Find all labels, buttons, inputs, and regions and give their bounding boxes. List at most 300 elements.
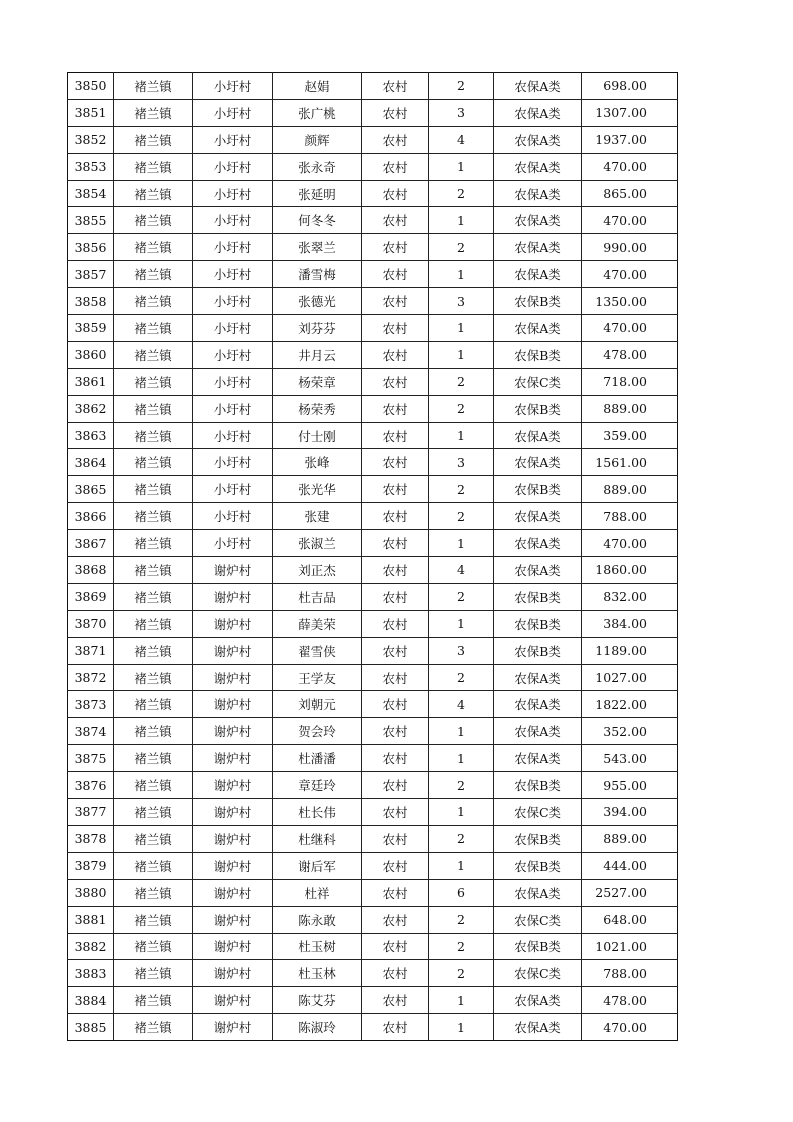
cell-area: 农村 — [362, 933, 429, 960]
cell-count: 2 — [429, 664, 494, 691]
cell-id: 3884 — [68, 987, 114, 1014]
cell-amount: 648.00 — [582, 906, 678, 933]
cell-town: 褚兰镇 — [114, 637, 193, 664]
data-table — [67, 72, 678, 1041]
cell-amount: 352.00 — [582, 718, 678, 745]
cell-category: 农保C类 — [494, 960, 582, 987]
cell-area: 农村 — [362, 422, 429, 449]
cell-category: 农保A类 — [494, 153, 582, 180]
cell-count: 2 — [429, 772, 494, 799]
cell-amount: 832.00 — [582, 583, 678, 610]
cell-name: 刘朝元 — [273, 691, 362, 718]
cell-name: 薛美荣 — [273, 610, 362, 637]
cell-category: 农保C类 — [494, 906, 582, 933]
cell-area: 农村 — [362, 610, 429, 637]
cell-village: 谢炉村 — [193, 637, 273, 664]
cell-name: 杜玉林 — [273, 960, 362, 987]
cell-town: 褚兰镇 — [114, 583, 193, 610]
cell-area: 农村 — [362, 261, 429, 288]
cell-area: 农村 — [362, 234, 429, 261]
cell-category: 农保B类 — [494, 583, 582, 610]
table-row — [68, 395, 678, 422]
cell-name: 井月云 — [273, 341, 362, 368]
cell-category: 农保B类 — [494, 395, 582, 422]
cell-village: 谢炉村 — [193, 610, 273, 637]
table-row — [68, 745, 678, 772]
cell-name: 王学友 — [273, 664, 362, 691]
cell-amount: 955.00 — [582, 772, 678, 799]
cell-count: 2 — [429, 583, 494, 610]
cell-category: 农保A类 — [494, 879, 582, 906]
cell-area: 农村 — [362, 153, 429, 180]
cell-name: 杜潘潘 — [273, 745, 362, 772]
cell-name: 张建 — [273, 503, 362, 530]
cell-name: 杨荣秀 — [273, 395, 362, 422]
cell-name: 杜吉品 — [273, 583, 362, 610]
cell-name: 章廷玲 — [273, 772, 362, 799]
cell-name: 陈永敢 — [273, 906, 362, 933]
cell-amount: 1561.00 — [582, 449, 678, 476]
cell-village: 小圩村 — [193, 207, 273, 234]
cell-name: 陈艾芬 — [273, 987, 362, 1014]
cell-amount: 470.00 — [582, 1014, 678, 1041]
cell-amount: 1860.00 — [582, 557, 678, 584]
cell-amount: 889.00 — [582, 476, 678, 503]
table-row — [68, 637, 678, 664]
cell-town: 褚兰镇 — [114, 73, 193, 100]
cell-count: 1 — [429, 610, 494, 637]
cell-category: 农保B类 — [494, 852, 582, 879]
cell-village: 小圩村 — [193, 476, 273, 503]
cell-village: 谢炉村 — [193, 691, 273, 718]
cell-count: 2 — [429, 395, 494, 422]
table-row — [68, 825, 678, 852]
cell-area: 农村 — [362, 1014, 429, 1041]
cell-town: 褚兰镇 — [114, 315, 193, 342]
table-row — [68, 503, 678, 530]
table-row — [68, 691, 678, 718]
cell-town: 褚兰镇 — [114, 852, 193, 879]
cell-count: 2 — [429, 825, 494, 852]
table-row — [68, 960, 678, 987]
cell-count: 2 — [429, 476, 494, 503]
cell-village: 小圩村 — [193, 99, 273, 126]
cell-count: 1 — [429, 261, 494, 288]
cell-area: 农村 — [362, 745, 429, 772]
cell-category: 农保B类 — [494, 288, 582, 315]
cell-count: 2 — [429, 73, 494, 100]
cell-category: 农保B类 — [494, 825, 582, 852]
cell-name: 贺会玲 — [273, 718, 362, 745]
cell-amount: 394.00 — [582, 799, 678, 826]
table-row — [68, 718, 678, 745]
cell-id: 3864 — [68, 449, 114, 476]
cell-category: 农保A类 — [494, 449, 582, 476]
cell-town: 褚兰镇 — [114, 879, 193, 906]
cell-area: 农村 — [362, 852, 429, 879]
cell-id: 3865 — [68, 476, 114, 503]
cell-category: 农保A类 — [494, 99, 582, 126]
table-row — [68, 99, 678, 126]
cell-amount: 2527.00 — [582, 879, 678, 906]
cell-name: 张永奇 — [273, 153, 362, 180]
table-row — [68, 1014, 678, 1041]
cell-id: 3855 — [68, 207, 114, 234]
cell-id: 3868 — [68, 557, 114, 584]
cell-category: 农保A类 — [494, 557, 582, 584]
table-row — [68, 583, 678, 610]
cell-name: 刘正杰 — [273, 557, 362, 584]
cell-category: 农保A类 — [494, 745, 582, 772]
cell-town: 褚兰镇 — [114, 906, 193, 933]
table-row — [68, 422, 678, 449]
cell-amount: 359.00 — [582, 422, 678, 449]
cell-count: 1 — [429, 341, 494, 368]
cell-name: 翟雪侠 — [273, 637, 362, 664]
cell-village: 谢炉村 — [193, 825, 273, 852]
table-row — [68, 180, 678, 207]
cell-area: 农村 — [362, 637, 429, 664]
cell-area: 农村 — [362, 288, 429, 315]
cell-area: 农村 — [362, 691, 429, 718]
cell-amount: 384.00 — [582, 610, 678, 637]
cell-village: 小圩村 — [193, 395, 273, 422]
cell-village: 谢炉村 — [193, 906, 273, 933]
cell-amount: 1350.00 — [582, 288, 678, 315]
cell-count: 3 — [429, 288, 494, 315]
cell-name: 杜长伟 — [273, 799, 362, 826]
cell-village: 谢炉村 — [193, 745, 273, 772]
cell-area: 农村 — [362, 557, 429, 584]
cell-town: 褚兰镇 — [114, 799, 193, 826]
cell-town: 褚兰镇 — [114, 718, 193, 745]
table-row — [68, 341, 678, 368]
cell-town: 褚兰镇 — [114, 933, 193, 960]
cell-area: 农村 — [362, 315, 429, 342]
cell-amount: 1021.00 — [582, 933, 678, 960]
cell-village: 小圩村 — [193, 503, 273, 530]
cell-amount: 1307.00 — [582, 99, 678, 126]
table-body — [68, 73, 678, 1041]
cell-category: 农保C类 — [494, 799, 582, 826]
cell-id: 3860 — [68, 341, 114, 368]
cell-town: 褚兰镇 — [114, 288, 193, 315]
cell-area: 农村 — [362, 879, 429, 906]
cell-name: 赵娟 — [273, 73, 362, 100]
cell-amount: 788.00 — [582, 503, 678, 530]
cell-amount: 543.00 — [582, 745, 678, 772]
cell-name: 潘雪梅 — [273, 261, 362, 288]
cell-id: 3879 — [68, 852, 114, 879]
cell-count: 2 — [429, 960, 494, 987]
cell-village: 小圩村 — [193, 341, 273, 368]
cell-category: 农保A类 — [494, 691, 582, 718]
cell-area: 农村 — [362, 718, 429, 745]
cell-count: 1 — [429, 530, 494, 557]
table-row — [68, 906, 678, 933]
cell-id: 3859 — [68, 315, 114, 342]
cell-id: 3872 — [68, 664, 114, 691]
cell-category: 农保A类 — [494, 718, 582, 745]
cell-town: 褚兰镇 — [114, 557, 193, 584]
cell-amount: 889.00 — [582, 395, 678, 422]
cell-count: 3 — [429, 449, 494, 476]
cell-name: 张广桃 — [273, 99, 362, 126]
cell-id: 3869 — [68, 583, 114, 610]
table-row — [68, 476, 678, 503]
cell-id: 3883 — [68, 960, 114, 987]
cell-id: 3858 — [68, 288, 114, 315]
cell-area: 农村 — [362, 207, 429, 234]
cell-id: 3863 — [68, 422, 114, 449]
cell-name: 张淑兰 — [273, 530, 362, 557]
cell-count: 4 — [429, 691, 494, 718]
cell-area: 农村 — [362, 987, 429, 1014]
cell-id: 3856 — [68, 234, 114, 261]
cell-count: 1 — [429, 315, 494, 342]
cell-town: 褚兰镇 — [114, 395, 193, 422]
cell-town: 褚兰镇 — [114, 341, 193, 368]
cell-id: 3881 — [68, 906, 114, 933]
cell-town: 褚兰镇 — [114, 234, 193, 261]
cell-id: 3877 — [68, 799, 114, 826]
cell-count: 2 — [429, 906, 494, 933]
cell-town: 褚兰镇 — [114, 691, 193, 718]
cell-area: 农村 — [362, 825, 429, 852]
cell-name: 张峰 — [273, 449, 362, 476]
cell-id: 3873 — [68, 691, 114, 718]
cell-category: 农保B类 — [494, 610, 582, 637]
cell-village: 谢炉村 — [193, 718, 273, 745]
cell-id: 3876 — [68, 772, 114, 799]
table-row — [68, 799, 678, 826]
cell-category: 农保C类 — [494, 368, 582, 395]
cell-count: 1 — [429, 799, 494, 826]
cell-id: 3857 — [68, 261, 114, 288]
cell-village: 谢炉村 — [193, 879, 273, 906]
table-row — [68, 933, 678, 960]
cell-count: 1 — [429, 718, 494, 745]
cell-category: 农保A类 — [494, 1014, 582, 1041]
table-row — [68, 449, 678, 476]
cell-amount: 788.00 — [582, 960, 678, 987]
cell-village: 谢炉村 — [193, 1014, 273, 1041]
cell-category: 农保A类 — [494, 73, 582, 100]
cell-amount: 698.00 — [582, 73, 678, 100]
cell-area: 农村 — [362, 126, 429, 153]
cell-village: 小圩村 — [193, 153, 273, 180]
cell-id: 3866 — [68, 503, 114, 530]
cell-town: 褚兰镇 — [114, 126, 193, 153]
cell-area: 农村 — [362, 341, 429, 368]
cell-amount: 1937.00 — [582, 126, 678, 153]
cell-village: 谢炉村 — [193, 557, 273, 584]
cell-count: 4 — [429, 557, 494, 584]
cell-town: 褚兰镇 — [114, 745, 193, 772]
cell-category: 农保A类 — [494, 664, 582, 691]
table-row — [68, 126, 678, 153]
cell-town: 褚兰镇 — [114, 825, 193, 852]
cell-id: 3854 — [68, 180, 114, 207]
cell-amount: 1027.00 — [582, 664, 678, 691]
table-row — [68, 557, 678, 584]
cell-town: 褚兰镇 — [114, 1014, 193, 1041]
cell-count: 1 — [429, 852, 494, 879]
cell-area: 农村 — [362, 772, 429, 799]
table-row — [68, 315, 678, 342]
cell-town: 褚兰镇 — [114, 987, 193, 1014]
cell-amount: 470.00 — [582, 530, 678, 557]
cell-village: 小圩村 — [193, 234, 273, 261]
cell-area: 农村 — [362, 449, 429, 476]
cell-town: 褚兰镇 — [114, 772, 193, 799]
table-row — [68, 530, 678, 557]
cell-name: 陈淑玲 — [273, 1014, 362, 1041]
cell-town: 褚兰镇 — [114, 610, 193, 637]
cell-village: 谢炉村 — [193, 772, 273, 799]
cell-id: 3852 — [68, 126, 114, 153]
table-row — [68, 153, 678, 180]
cell-amount: 478.00 — [582, 987, 678, 1014]
cell-category: 农保B类 — [494, 772, 582, 799]
cell-town: 褚兰镇 — [114, 368, 193, 395]
cell-amount: 470.00 — [582, 315, 678, 342]
cell-village: 小圩村 — [193, 422, 273, 449]
cell-area: 农村 — [362, 530, 429, 557]
cell-name: 张德光 — [273, 288, 362, 315]
cell-id: 3882 — [68, 933, 114, 960]
cell-area: 农村 — [362, 73, 429, 100]
table-row — [68, 234, 678, 261]
cell-count: 1 — [429, 153, 494, 180]
table-row — [68, 368, 678, 395]
cell-town: 褚兰镇 — [114, 99, 193, 126]
cell-name: 杜祥 — [273, 879, 362, 906]
cell-id: 3885 — [68, 1014, 114, 1041]
cell-category: 农保A类 — [494, 422, 582, 449]
cell-count: 2 — [429, 234, 494, 261]
cell-name: 张光华 — [273, 476, 362, 503]
table-row — [68, 664, 678, 691]
cell-category: 农保A类 — [494, 315, 582, 342]
cell-village: 小圩村 — [193, 261, 273, 288]
cell-name: 张翠兰 — [273, 234, 362, 261]
cell-town: 褚兰镇 — [114, 530, 193, 557]
cell-id: 3874 — [68, 718, 114, 745]
cell-town: 褚兰镇 — [114, 207, 193, 234]
cell-area: 农村 — [362, 503, 429, 530]
cell-village: 谢炉村 — [193, 852, 273, 879]
cell-town: 褚兰镇 — [114, 664, 193, 691]
cell-category: 农保A类 — [494, 261, 582, 288]
cell-category: 农保B类 — [494, 341, 582, 368]
cell-count: 2 — [429, 503, 494, 530]
cell-area: 农村 — [362, 180, 429, 207]
cell-name: 杨荣章 — [273, 368, 362, 395]
cell-category: 农保A类 — [494, 234, 582, 261]
cell-village: 小圩村 — [193, 368, 273, 395]
cell-town: 褚兰镇 — [114, 960, 193, 987]
cell-town: 褚兰镇 — [114, 422, 193, 449]
cell-category: 农保B类 — [494, 637, 582, 664]
cell-id: 3861 — [68, 368, 114, 395]
cell-category: 农保A类 — [494, 530, 582, 557]
cell-id: 3853 — [68, 153, 114, 180]
cell-village: 小圩村 — [193, 73, 273, 100]
cell-town: 褚兰镇 — [114, 153, 193, 180]
cell-category: 农保A类 — [494, 126, 582, 153]
table-row — [68, 261, 678, 288]
cell-id: 3880 — [68, 879, 114, 906]
cell-name: 杜玉树 — [273, 933, 362, 960]
cell-id: 3851 — [68, 99, 114, 126]
cell-village: 小圩村 — [193, 126, 273, 153]
cell-category: 农保B类 — [494, 476, 582, 503]
cell-village: 谢炉村 — [193, 664, 273, 691]
cell-town: 褚兰镇 — [114, 180, 193, 207]
cell-count: 1 — [429, 207, 494, 234]
cell-count: 3 — [429, 99, 494, 126]
cell-area: 农村 — [362, 960, 429, 987]
cell-name: 何冬冬 — [273, 207, 362, 234]
cell-count: 3 — [429, 637, 494, 664]
cell-village: 谢炉村 — [193, 583, 273, 610]
cell-id: 3862 — [68, 395, 114, 422]
cell-name: 颜辉 — [273, 126, 362, 153]
cell-town: 褚兰镇 — [114, 503, 193, 530]
cell-area: 农村 — [362, 583, 429, 610]
cell-count: 1 — [429, 987, 494, 1014]
cell-id: 3871 — [68, 637, 114, 664]
cell-village: 谢炉村 — [193, 960, 273, 987]
cell-name: 谢后军 — [273, 852, 362, 879]
cell-area: 农村 — [362, 906, 429, 933]
cell-amount: 718.00 — [582, 368, 678, 395]
cell-id: 3867 — [68, 530, 114, 557]
cell-category: 农保A类 — [494, 180, 582, 207]
table-row — [68, 772, 678, 799]
cell-area: 农村 — [362, 799, 429, 826]
table-row — [68, 207, 678, 234]
cell-village: 小圩村 — [193, 180, 273, 207]
cell-id: 3870 — [68, 610, 114, 637]
cell-name: 杜继科 — [273, 825, 362, 852]
cell-village: 小圩村 — [193, 530, 273, 557]
cell-count: 1 — [429, 1014, 494, 1041]
cell-count: 1 — [429, 745, 494, 772]
cell-count: 6 — [429, 879, 494, 906]
cell-category: 农保B类 — [494, 933, 582, 960]
cell-count: 2 — [429, 933, 494, 960]
cell-count: 4 — [429, 126, 494, 153]
cell-name: 张延明 — [273, 180, 362, 207]
cell-village: 谢炉村 — [193, 987, 273, 1014]
cell-amount: 990.00 — [582, 234, 678, 261]
table-row — [68, 610, 678, 637]
cell-amount: 1822.00 — [582, 691, 678, 718]
cell-village: 小圩村 — [193, 449, 273, 476]
cell-amount: 470.00 — [582, 207, 678, 234]
cell-town: 褚兰镇 — [114, 449, 193, 476]
cell-area: 农村 — [362, 99, 429, 126]
cell-area: 农村 — [362, 476, 429, 503]
table-row — [68, 987, 678, 1014]
cell-amount: 478.00 — [582, 341, 678, 368]
table-row — [68, 852, 678, 879]
cell-category: 农保A类 — [494, 987, 582, 1014]
table-row — [68, 73, 678, 100]
cell-village: 小圩村 — [193, 315, 273, 342]
